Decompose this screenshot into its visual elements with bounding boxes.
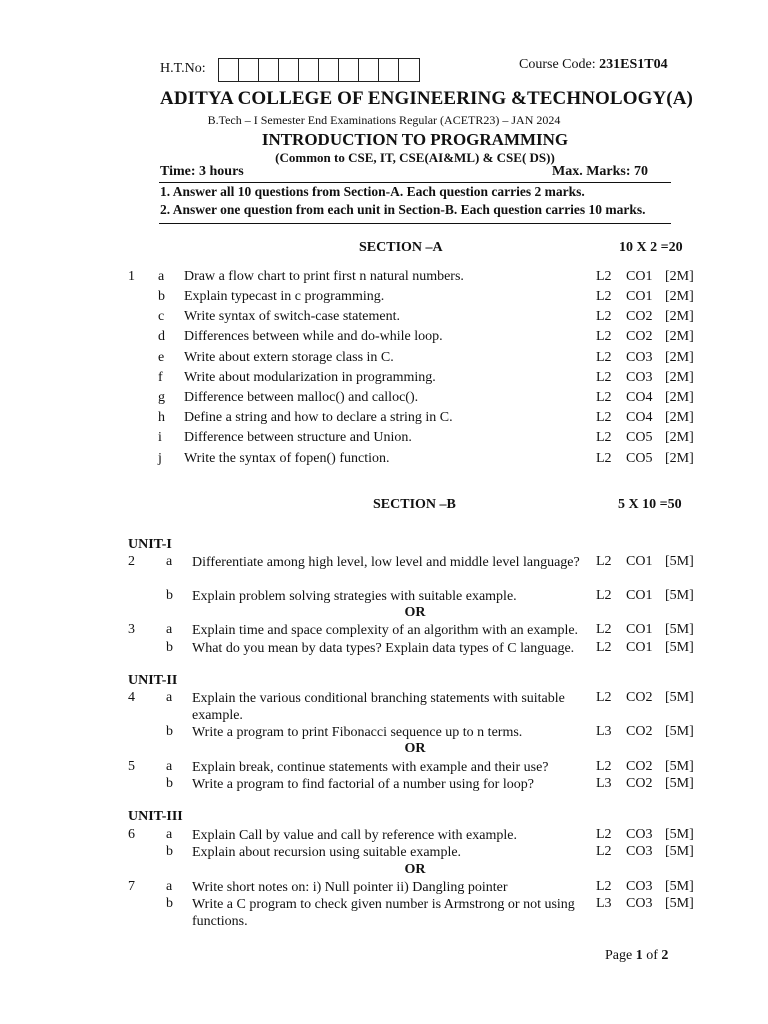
course-outcome: CO5 <box>626 430 653 445</box>
question-marks: [5M] <box>665 622 694 637</box>
unit-heading: UNIT-III <box>128 809 183 824</box>
question-letter: b <box>166 640 173 655</box>
bloom-level: L2 <box>596 309 612 324</box>
course-outcome: CO2 <box>626 329 653 344</box>
bloom-level: L2 <box>596 554 612 569</box>
question-marks: [5M] <box>665 724 694 739</box>
hall-ticket-digit-box <box>379 59 399 81</box>
hall-ticket-digit-box <box>239 59 259 81</box>
unit-heading: UNIT-II <box>128 673 178 688</box>
question-letter: a <box>166 622 173 637</box>
question-text: Difference between structure and Union. <box>184 430 412 445</box>
course-outcome: CO1 <box>626 622 653 637</box>
bloom-level: L2 <box>596 370 612 385</box>
page-current: 1 <box>635 948 643 963</box>
question-number: 4 <box>128 690 135 705</box>
hall-ticket-digit-box <box>339 59 359 81</box>
hall-ticket-digit-box <box>259 59 279 81</box>
question-text: Write a program to print Fibonacci sequence up to n terms. <box>192 725 523 740</box>
section-a-marks: 10 X 2 =20 <box>619 240 683 255</box>
question-text: Explain problem solving strategies with suitable example. <box>192 589 517 604</box>
divider-bottom <box>159 223 671 224</box>
course-code-value: 231ES1T04 <box>599 57 668 72</box>
question-number: 5 <box>128 759 135 774</box>
question-letter: a <box>166 690 173 705</box>
question-marks: [2M] <box>665 350 694 365</box>
question-marks: [2M] <box>665 289 694 304</box>
question-text: Write syntax of switch-case statement. <box>184 309 400 324</box>
question-text: Difference between malloc() and calloc(). <box>184 390 419 405</box>
question-letter: b <box>166 844 173 859</box>
question-number: 2 <box>128 554 135 569</box>
question-number: 7 <box>128 879 135 894</box>
page-number <box>605 948 668 964</box>
max-marks: Max. Marks: 70 <box>552 164 649 179</box>
question-letter: g <box>158 390 165 405</box>
bloom-level: L2 <box>596 410 612 425</box>
question-text: Write about extern storage class in C. <box>184 350 394 365</box>
course-outcome: CO3 <box>626 844 653 859</box>
question-marks: [2M] <box>665 269 694 284</box>
bloom-level: L2 <box>596 690 612 705</box>
question-letter: i <box>158 430 162 445</box>
or-separator: OR <box>404 862 426 877</box>
course-outcome: CO2 <box>626 690 653 705</box>
hall-ticket-label: H.T.No: <box>160 61 206 76</box>
question-text: Explain Call by value and call by reference with example. <box>192 828 517 843</box>
section-b-title: SECTION –B <box>373 497 456 512</box>
common-branches: (Common to CSE, IT, CSE(AI&ML) & CSE( DS)) <box>275 150 555 165</box>
hall-ticket-digit-box <box>359 59 379 81</box>
course-outcome: CO2 <box>626 724 653 739</box>
question-text: Explain about recursion using suitable example. <box>192 845 462 860</box>
unit-heading: UNIT-I <box>128 537 172 552</box>
course-outcome: CO3 <box>626 827 653 842</box>
section-b-marks: 5 X 10 =50 <box>618 497 682 512</box>
bloom-level: L2 <box>596 640 612 655</box>
page-total: 2 <box>661 948 669 963</box>
bloom-level: L2 <box>596 622 612 637</box>
hall-ticket-number-boxes <box>218 58 420 82</box>
subject-title: INTRODUCTION TO PROGRAMMING <box>261 130 569 149</box>
divider-top <box>159 182 671 183</box>
question-text: Explain the various conditional branching statements with suitable example. <box>192 691 565 723</box>
question-text: Write short notes on: i) Null pointer ii) Dangling pointer <box>192 880 508 895</box>
question-text: Differentiate among high level, low level and middle level language? <box>192 555 580 570</box>
course-outcome: CO1 <box>626 588 653 603</box>
question-letter: b <box>166 896 173 911</box>
course-outcome: CO3 <box>626 350 653 365</box>
bloom-level: L2 <box>596 390 612 405</box>
question-marks: [2M] <box>665 451 694 466</box>
hall-ticket-digit-box <box>299 59 319 81</box>
hall-ticket-digit-box <box>219 59 239 81</box>
instruction-2: 2. Answer one question from each unit in Section-B. Each question carries 10 marks. <box>160 202 646 217</box>
bloom-level: L2 <box>596 430 612 445</box>
question-marks: [2M] <box>665 309 694 324</box>
question-letter: j <box>158 451 162 466</box>
question-marks: [5M] <box>665 554 694 569</box>
bloom-level: L2 <box>596 759 612 774</box>
course-outcome: CO1 <box>626 554 653 569</box>
course-outcome: CO1 <box>626 269 653 284</box>
course-outcome: CO4 <box>626 390 653 405</box>
question-text: Write a C program to check given number is Armstrong or not using functions. <box>192 897 575 929</box>
course-outcome: CO2 <box>626 759 653 774</box>
bloom-level: L2 <box>596 588 612 603</box>
course-outcome: CO1 <box>626 289 653 304</box>
bloom-level: L3 <box>596 724 612 739</box>
college-name: ADITYA COLLEGE OF ENGINEERING &TECHNOLOGY(A) <box>160 88 693 109</box>
question-marks: [2M] <box>665 430 694 445</box>
question-number: 3 <box>128 622 135 637</box>
question-marks: [5M] <box>665 827 694 842</box>
question-text: Differences between while and do-while loop. <box>184 329 443 344</box>
question-letter: a <box>166 827 173 842</box>
course-outcome: CO1 <box>626 640 653 655</box>
question-text: Draw a flow chart to print first n natural numbers. <box>184 269 464 284</box>
course-code-label: Course Code: <box>519 57 600 72</box>
instruction-1: 1. Answer all 10 questions from Section-A. Each question carries 2 marks. <box>160 184 585 199</box>
question-letter: f <box>158 370 163 385</box>
hall-ticket-digit-box <box>319 59 339 81</box>
or-separator: OR <box>404 605 426 620</box>
question-marks: [5M] <box>665 690 694 705</box>
question-marks: [5M] <box>665 640 694 655</box>
exam-duration: Time: 3 hours <box>160 164 244 179</box>
bloom-level: L2 <box>596 269 612 284</box>
question-letter: d <box>158 329 165 344</box>
course-outcome: CO2 <box>626 309 653 324</box>
bloom-level: L2 <box>596 827 612 842</box>
question-letter: a <box>166 759 173 774</box>
section-a-title: SECTION –A <box>359 240 443 255</box>
question-number: 6 <box>128 827 135 842</box>
bloom-level: L3 <box>596 896 612 911</box>
question-marks: [2M] <box>665 390 694 405</box>
question-letter: a <box>158 269 165 284</box>
question-marks: [5M] <box>665 879 694 894</box>
question-text: Write the syntax of fopen() function. <box>184 451 390 466</box>
bloom-level: L2 <box>596 879 612 894</box>
course-outcome: CO5 <box>626 451 653 466</box>
page-of: of <box>642 948 662 963</box>
question-marks: [2M] <box>665 410 694 425</box>
question-marks: [5M] <box>665 896 694 911</box>
question-marks: [5M] <box>665 759 694 774</box>
question-marks: [2M] <box>665 329 694 344</box>
question-marks: [5M] <box>665 588 694 603</box>
question-letter: h <box>158 410 165 425</box>
bloom-level: L2 <box>596 350 612 365</box>
course-outcome: CO3 <box>626 370 653 385</box>
question-text: Explain time and space complexity of an algorithm with an example. <box>192 623 579 638</box>
question-letter: c <box>158 309 165 324</box>
or-separator: OR <box>404 741 426 756</box>
question-letter: b <box>166 588 173 603</box>
question-marks: [2M] <box>665 370 694 385</box>
hall-ticket-digit-box <box>279 59 299 81</box>
question-number: 1 <box>128 269 135 284</box>
question-letter: a <box>166 879 173 894</box>
question-text: Explain break, continue statements with example and their use? <box>192 760 549 775</box>
bloom-level: L2 <box>596 289 612 304</box>
question-letter: a <box>166 554 173 569</box>
bloom-level: L2 <box>596 844 612 859</box>
question-text: Explain typecast in c programming. <box>184 289 385 304</box>
bloom-level: L2 <box>596 451 612 466</box>
exam-details: B.Tech – I Semester End Examinations Regular (ACETR23) – JAN 2024 <box>207 113 561 127</box>
question-marks: [5M] <box>665 776 694 791</box>
course-outcome: CO3 <box>626 879 653 894</box>
bloom-level: L3 <box>596 776 612 791</box>
bloom-level: L2 <box>596 329 612 344</box>
course-outcome: CO4 <box>626 410 653 425</box>
hall-ticket-digit-box <box>399 59 419 81</box>
page-prefix: Page <box>605 948 636 963</box>
course-code <box>519 57 668 73</box>
question-text: What do you mean by data types? Explain data types of C language. <box>192 641 575 656</box>
question-letter: b <box>166 724 173 739</box>
question-text: Write about modularization in programming. <box>184 370 436 385</box>
course-outcome: CO2 <box>626 776 653 791</box>
question-letter: e <box>158 350 165 365</box>
course-outcome: CO3 <box>626 896 653 911</box>
question-text: Define a string and how to declare a string in C. <box>184 410 453 425</box>
question-text: Write a program to find factorial of a number using for loop? <box>192 777 534 792</box>
question-marks: [5M] <box>665 844 694 859</box>
question-letter: b <box>166 776 173 791</box>
question-letter: b <box>158 289 165 304</box>
